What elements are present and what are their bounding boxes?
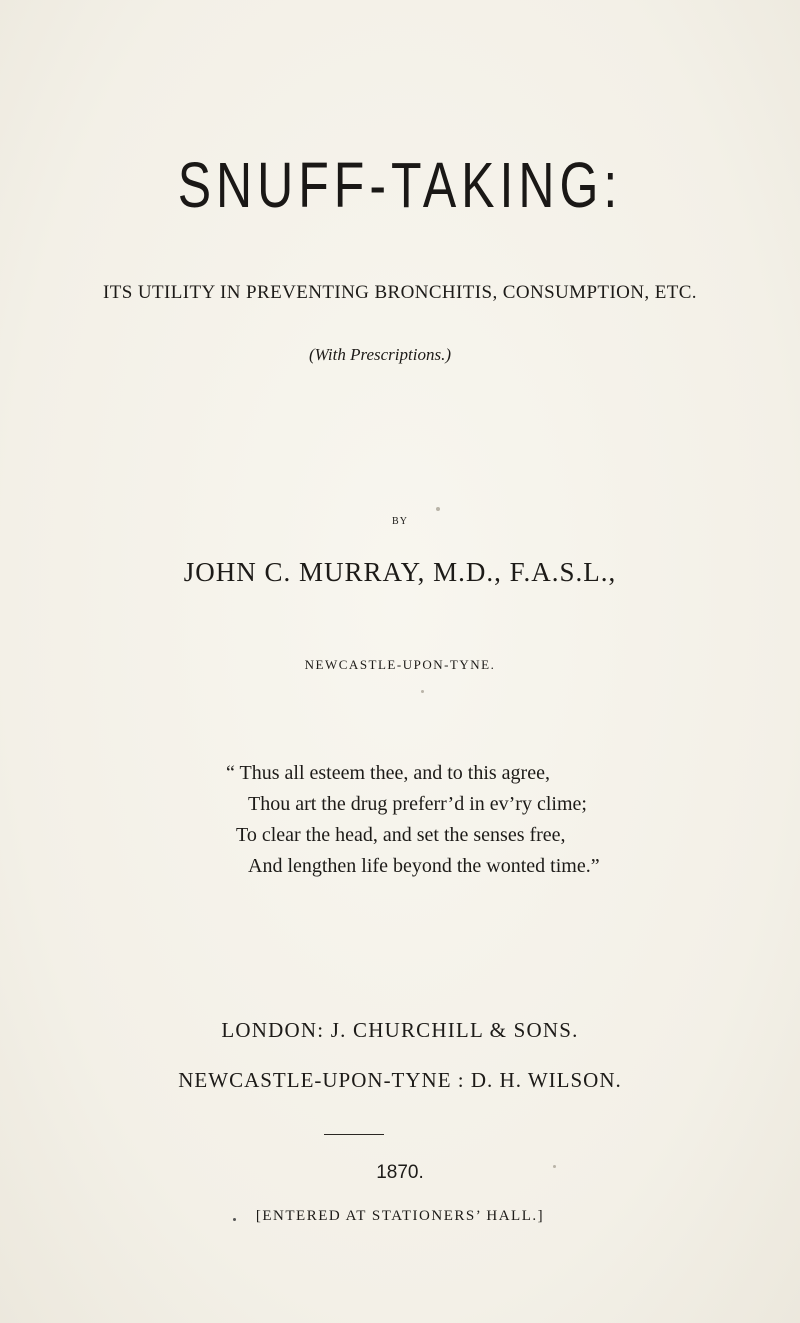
paper-speck: [436, 507, 440, 511]
prescriptions-note: (With Prescriptions.): [309, 345, 451, 364]
publisher-london: LONDON: J. CHURCHILL & SONS.: [221, 1018, 579, 1042]
book-title: SNUFF-TAKING:: [177, 149, 623, 221]
divider-rule: [324, 1134, 384, 1135]
book-subtitle: ITS UTILITY IN PREVENTING BRONCHITIS, CONSUMPTION, ETC.: [103, 282, 697, 303]
quote-line: Thou art the drug preferr’d in ev’ry clime;: [248, 793, 587, 815]
quote-line: “ Thus all esteem thee, and to this agree,: [226, 762, 550, 784]
paper-speck: [233, 1218, 236, 1221]
author-name: JOHN C. MURRAY, M.D., F.A.S.L.,: [183, 557, 617, 587]
paper-speck: [421, 690, 424, 693]
paper-speck: [553, 1165, 556, 1168]
copyright-notice: [ENTERED AT STATIONERS’ HALL.]: [255, 1208, 545, 1224]
publisher-newcastle: NEWCASTLE-UPON-TYNE : D. H. WILSON.: [178, 1068, 622, 1092]
by-label: BY: [392, 516, 408, 527]
quote-line: To clear the head, and set the senses free,: [236, 824, 566, 846]
quote-line: And lengthen life beyond the wonted time.”: [248, 855, 600, 877]
epigraph-quote: [226, 758, 600, 882]
publication-year: 1870.: [376, 1162, 424, 1183]
author-location: NEWCASTLE-UPON-TYNE.: [304, 657, 496, 672]
